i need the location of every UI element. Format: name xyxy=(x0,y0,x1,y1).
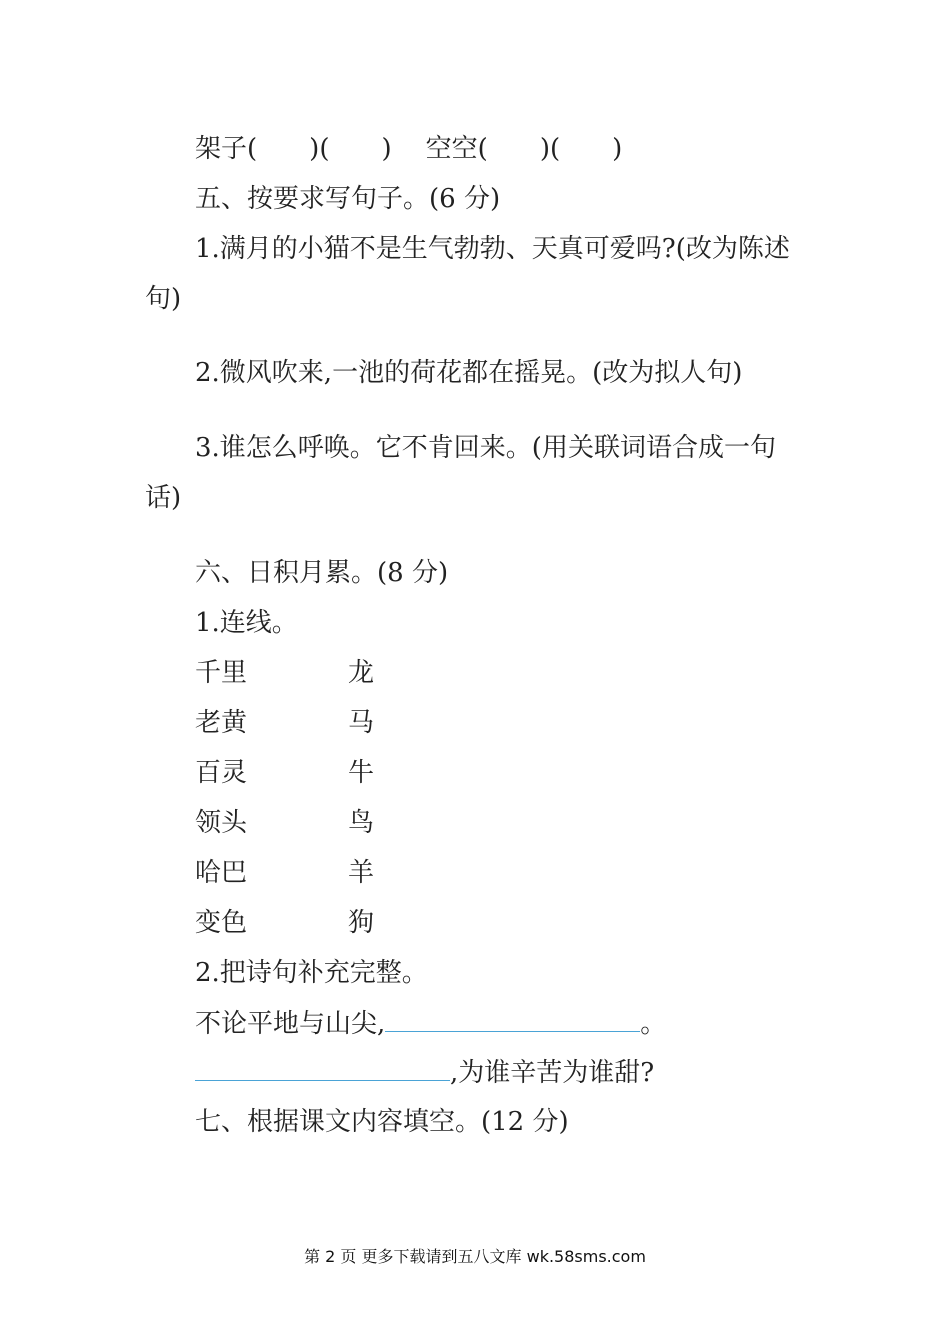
section5-q1-line2: 句) xyxy=(145,284,182,314)
paren-close: ) xyxy=(612,134,623,164)
page-footer: 第 2 页 更多下载请到五八文库 wk.58sms.com xyxy=(304,1247,646,1266)
poem-line-1 xyxy=(195,1007,666,1041)
match-left-item[interactable]: 千里 xyxy=(195,658,248,688)
section6-heading: 六、日积月累。(8 分) xyxy=(195,558,449,588)
section5-q3-line1: 3.谁怎么呼唤。它不肯回来。(用关联词语合成一句 xyxy=(195,433,776,463)
match-right-item[interactable]: 狗 xyxy=(348,908,375,938)
match-right-item[interactable]: 龙 xyxy=(348,658,375,688)
paren-open: ( xyxy=(549,134,561,164)
match-left-item[interactable]: 老黄 xyxy=(195,708,248,738)
section6-q1: 1.连线。 xyxy=(195,608,298,638)
poem1-end: 。 xyxy=(640,1009,667,1039)
section5-q2: 2.微风吹来,一池的荷花都在摇晃。(改为拟人句) xyxy=(195,358,743,388)
paren-close: ) xyxy=(381,134,392,164)
paren-open: ( xyxy=(477,134,488,164)
poem1-start: 不论平地与山尖, xyxy=(195,1009,386,1039)
paren-close: ) xyxy=(539,134,550,164)
poem2-end: ,为谁辛苦为谁甜? xyxy=(450,1058,655,1088)
poem-blank-2[interactable] xyxy=(195,1058,450,1081)
match-left-item[interactable]: 领头 xyxy=(195,808,248,838)
section7-heading: 七、根据课文内容填空。(12 分) xyxy=(195,1107,569,1137)
paren-open: ( xyxy=(319,134,330,164)
match-right-item[interactable]: 马 xyxy=(348,708,375,738)
match-left-item[interactable]: 百灵 xyxy=(195,758,248,788)
paren-close: ) xyxy=(309,134,320,164)
fill-parentheses-line xyxy=(195,132,622,166)
word-jiazi: 架子 xyxy=(195,134,248,164)
section6-q2: 2.把诗句补充完整。 xyxy=(195,958,428,988)
poem-line-2 xyxy=(195,1056,654,1090)
match-left-item[interactable]: 哈巴 xyxy=(195,858,248,888)
poem-blank-1[interactable] xyxy=(385,1009,640,1032)
paren-open: ( xyxy=(247,134,258,164)
match-right-item[interactable]: 羊 xyxy=(348,858,375,888)
section5-heading: 五、按要求写句子。(6 分) xyxy=(195,184,501,214)
match-right-item[interactable]: 牛 xyxy=(348,758,375,788)
word-kongkong: 空空 xyxy=(425,134,478,164)
match-left-item[interactable]: 变色 xyxy=(195,908,248,938)
section5-q3-line2: 话) xyxy=(145,483,182,513)
match-right-item[interactable]: 鸟 xyxy=(348,808,375,838)
section5-q1-line1: 1.满月的小猫不是生气勃勃、天真可爱吗?(改为陈述 xyxy=(195,234,790,264)
